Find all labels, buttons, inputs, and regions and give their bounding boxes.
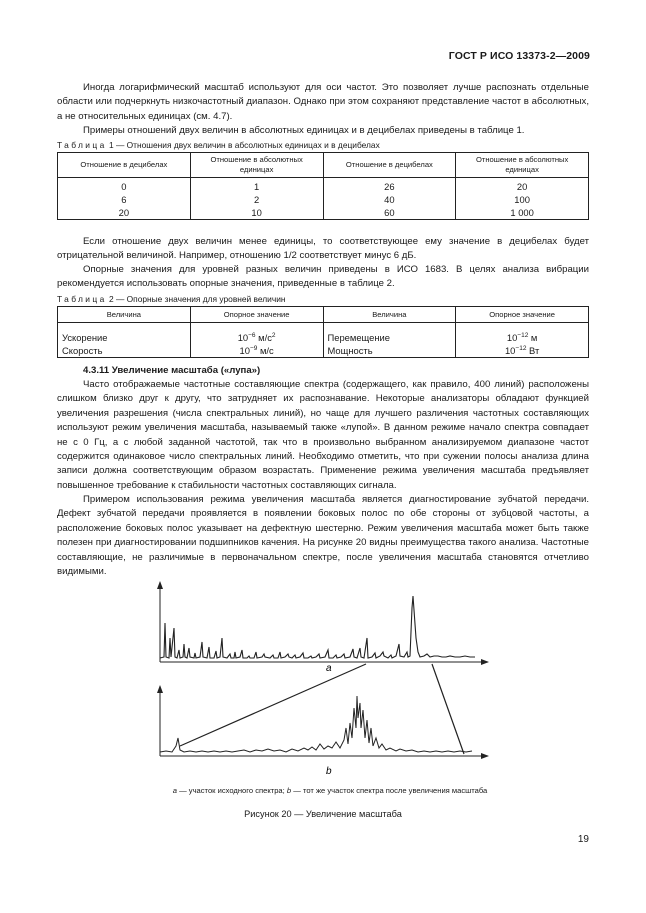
reference-unit: м (528, 332, 538, 343)
table-2-caption-text: 2 — Опорные значения для уровней величин (106, 294, 286, 304)
reference-unit: м/с (257, 345, 274, 356)
table-cell (190, 344, 323, 358)
table-row (58, 193, 589, 206)
table-cell: 100 (456, 193, 589, 206)
table-cell: Ускорение (58, 323, 191, 345)
table-cell (190, 323, 323, 345)
legend-b-text: — тот же участок спектра после увеличения масштаба (291, 786, 488, 795)
table-2-header: Опорное значение (456, 307, 589, 323)
table-cell: Мощность (323, 344, 456, 358)
table-cell: 2 (190, 193, 323, 206)
page-number: 19 (577, 834, 589, 845)
reference-base: 10 (504, 345, 516, 356)
zoom-connector-right (432, 664, 464, 754)
table-row (58, 178, 589, 194)
reference-exponent: −12 (517, 332, 529, 339)
reference-base: 10 (239, 345, 250, 356)
table-row (58, 344, 589, 358)
paragraph-2: Примеры отношений двух величин в абсолютных единицах и в децибелах приведены в таблице 1. (83, 125, 525, 136)
table-cell: 1 000 (456, 206, 589, 220)
table-cell: 0 (58, 178, 191, 194)
section-heading (83, 364, 589, 378)
running-header: ГОСТ Р ИСО 13373-2—2009 (448, 50, 590, 62)
paragraph-3: Если отношение двух величин менее единицы, то соответствующее ему значение в децибелах будет отрицательной величиной. Например, отношению 1/2 соответствует минус 6 дБ. (57, 236, 589, 262)
table-cell (456, 344, 589, 358)
table-cell: 1 (190, 178, 323, 194)
table-2-header: Величина (58, 307, 191, 323)
table-1-caption-text: 1 — Отношения двух величин в абсолютных единицах и в децибелах (106, 140, 380, 150)
section-title: 4.3.11 Увеличение масштаба («лупа») (83, 365, 261, 376)
table-2-caption (57, 294, 286, 304)
table-row (58, 206, 589, 220)
table-2-header-row (58, 307, 589, 323)
paragraph-4: Опорные значения для уровней разных величин приведены в ИСО 1683. В целях анализа вибрации рекомендуется использовать опорные значения, приведенные в таблице 2. (57, 264, 589, 290)
table-cell: 20 (456, 178, 589, 194)
label-b: b (326, 766, 332, 777)
reference-unit: м/с (255, 332, 272, 343)
reference-base: 10 (506, 332, 518, 343)
legend-a-text: — участок исходного спектра; (176, 786, 287, 795)
table-2-caption-word: Таблица (57, 294, 107, 304)
table-cell: 20 (58, 206, 191, 220)
table-1-header-row (58, 153, 589, 178)
zoom-spectrum-figure (150, 578, 500, 778)
table-cell: 60 (323, 206, 456, 220)
figure-legend (160, 786, 500, 796)
table-1-header: Отношение в абсолютных единицах (190, 153, 323, 178)
paragraph-1: Иногда логарифмический масштаб используют для оси частот. Это позволяет лучше распознать отдельные области или подчеркнуть низкочастотный диапазон. Однако при этом сохраняют представление частот в абсолютных, а не относительных единицах (см. 4.7). (57, 82, 589, 122)
table-1-header: Отношение в децибелах (323, 153, 456, 178)
table-cell: Скорость (58, 344, 191, 358)
spectrum-a-trace (160, 596, 475, 658)
table-1-header: Отношение в децибелах (58, 153, 191, 178)
reference-exponent: −9 (249, 345, 258, 352)
table-1-header: Отношение в абсолютных единицах (456, 153, 589, 178)
unit-exponent: 2 (271, 332, 276, 339)
table-1-caption (57, 140, 380, 150)
spectrum-b-trace (160, 696, 472, 752)
legend-b-key: b (286, 786, 292, 795)
table-cell: 26 (323, 178, 456, 194)
table-2-header: Опорное значение (190, 307, 323, 323)
reference-base: 10 (237, 332, 249, 343)
table-1-caption-word: Таблица (57, 140, 107, 150)
legend-a-key: а (172, 786, 177, 795)
reference-unit: Вт (526, 345, 540, 356)
reference-exponent: −6 (248, 332, 256, 339)
reference-exponent: −12 (515, 345, 527, 352)
table-2-header: Величина (323, 307, 456, 323)
table-cell: 6 (58, 193, 191, 206)
table-cell: 10 (190, 206, 323, 220)
table-cell: 40 (323, 193, 456, 206)
table-2 (57, 306, 589, 358)
table-1 (57, 152, 589, 220)
figure-caption: Рисунок 20 — Увеличение масштаба (244, 809, 402, 819)
zoom-connector-left (180, 664, 366, 746)
label-a: а (326, 663, 332, 674)
paragraph-5: Часто отображаемые частотные составляющие спектра (содержащего, как правило, 400 линий) расположены слишком близко друг к другу, что затрудняет их распознавание. Некоторые анализаторы обладают функцией увеличения разрешения (числа спектральных линий), но чаще для лучшего различения частотных составляющих используют режим увеличения масштаба, называемый также «лупой». В данном режиме начало спектра совпадает не с 0 Гц, а с любой заданной частотой, так что в произвольно выбранном анализируемом диапазоне частот содержится одинаковое число спектральных линий. Необходимо отметить, что при сужении полосы анализа длина записи должна соответствующим образом возрастать. Применение режима увеличения масштаба предъявляет повышенное требование к стабильности частотных составляющих сигнала. (57, 379, 589, 491)
table-cell: Перемещение (323, 323, 456, 345)
table-row (58, 323, 589, 345)
paragraph-6: Примером использования режима увеличения масштаба является диагностирование зубчатой передачи. Дефект зубчатой передачи проявляется в появлении боковых полос по обе стороны от зубцовой частоты, а расположение боковых полос указывает на дефектную шестерню. Режим увеличения масштаба может быть также полезен при диагностировании подшипников качения. На рисунке 20 видны преимущества такого анализа. Частотные составляющие, не различимые в первоначальном спектре, после увеличения масштаба становятся отчетливо видимыми. (57, 494, 589, 578)
table-cell (456, 323, 589, 345)
